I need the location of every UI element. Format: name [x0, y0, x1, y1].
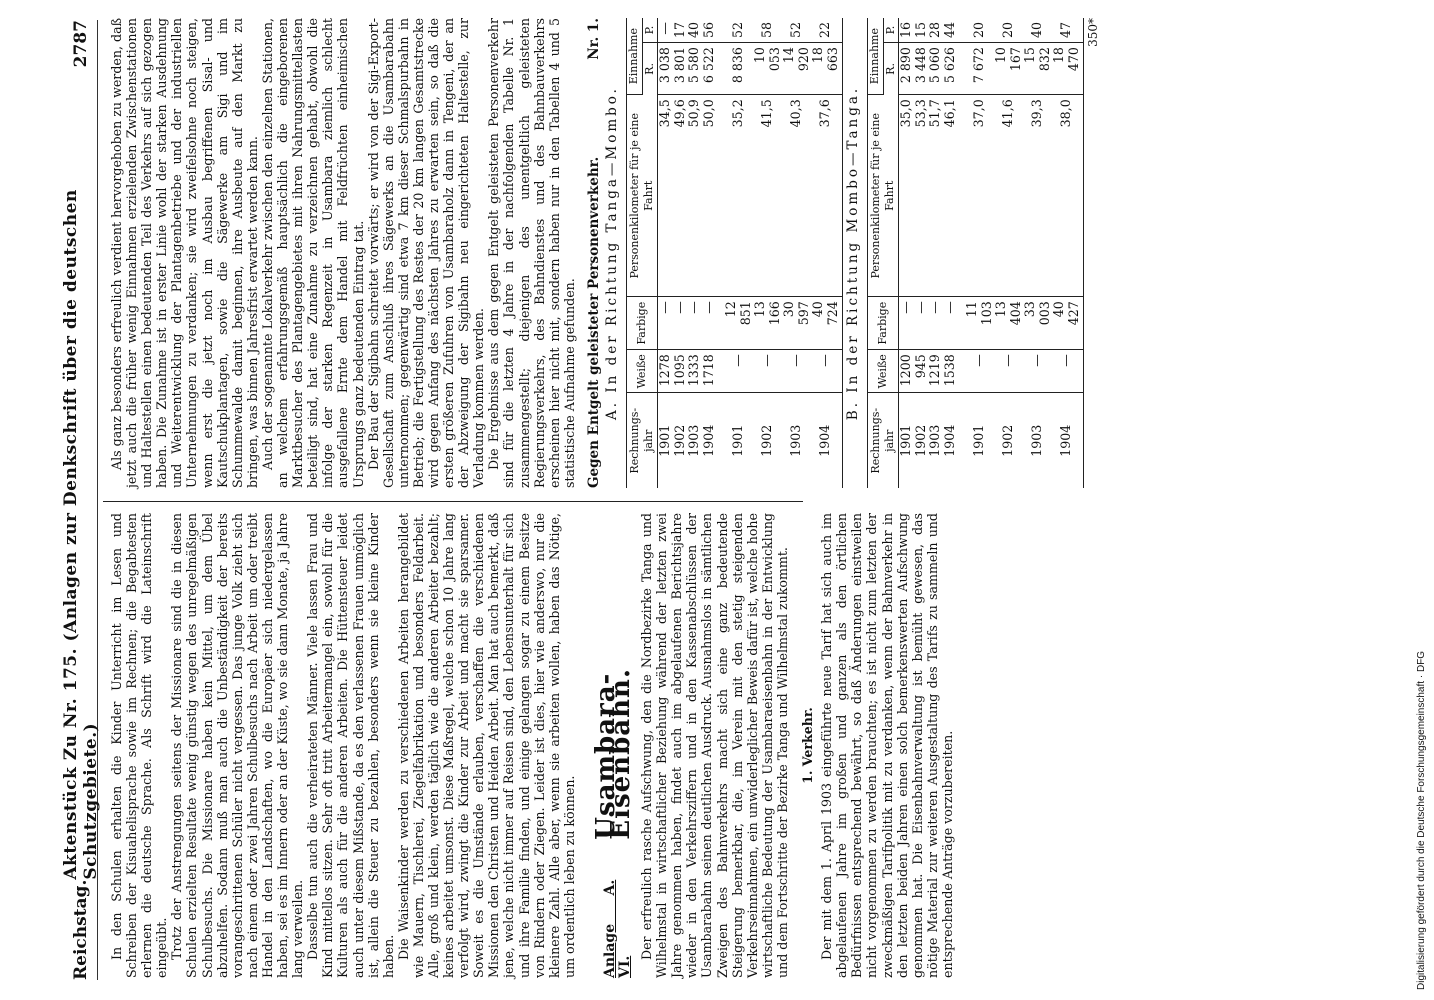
cell-white: —	[994, 350, 1023, 393]
cell-r: 3 038	[658, 43, 673, 95]
cell-p: 40	[1023, 18, 1052, 43]
cell-pkm: 49,6	[673, 95, 688, 297]
header-left: Reichstag.	[71, 879, 91, 980]
cell-pkm: 41,5	[753, 95, 782, 297]
col-pesa: P.	[883, 18, 899, 43]
cell-colored: —	[687, 297, 702, 350]
col-income: Einnahme	[627, 18, 642, 95]
cell-year: 1903	[1029, 424, 1045, 457]
cell-r: 7 672	[957, 43, 994, 95]
cell-p: 15	[914, 18, 929, 43]
table-row	[687, 18, 702, 488]
cell-p: 28	[928, 18, 943, 43]
cell-p: 20	[994, 18, 1023, 43]
cell-white: —	[811, 350, 842, 393]
col-rupees: R.	[883, 43, 899, 95]
left-column	[109, 513, 955, 978]
cell-white: 1538	[943, 350, 958, 393]
table-a	[626, 18, 843, 488]
cell-r: 10 167	[994, 43, 1023, 95]
cell-p: 17	[673, 18, 688, 43]
signature-mark: 350*	[1086, 18, 1101, 47]
cell-year: 1904	[941, 424, 957, 457]
cell-p: 47	[1052, 18, 1083, 43]
cell-p: 44	[943, 18, 958, 43]
col-rupees: R.	[642, 43, 658, 95]
table-section-a-title: A. In der Richtung Tanga—Mombo.	[604, 86, 620, 420]
paragraph: Der erfreulich rasche Aufschwung, den die Nordbezirke Tanga und Wilhelmstal in wirtschaftlicher Beziehung während der letzten zwei Jahre genommen haben, findet auch im abgelaufenen Berichtsjahre wieder in den Verkehrsziffern und in den Kassenabschlüssen der Usambarabahn seinen deutlichen Ausdruck. Ausnahmslos in sämtlichen Zweigen des Bahnverkehrs macht sich eine ganz bedeutende Steigerung bemerkbar, die, im Verein mit den stetig steigenden Verkehrseinnahmen, ein unwiderleglicher Beweis dafür ist, welche hohe wirtschaftliche Bedeutung der Usambaraeisenbahn in der Entwicklung und dem Fortschritte der Bezirke Tanga und Wilhelmstal zukommt.	[639, 513, 790, 978]
paragraph: Trotz der Anstrengungen seitens der Missionare sind die in diesen Schulen erzielten Resultate wenig günstig wegen des unregelmäßigen Schulbesuchs. Die Missionare haben kein Mittel, um dem Übel abzuhelfen. Sodann muß man auch die Unbeständigkeit der bereits vorangeschrittenen Schüler nicht vergessen. Das junge Volk zieht sich nach einem oder zwei Jahren Schulbesuchs nach Arbeit um oder treibt Handel in den Landschaften, wo die Europäer sich niedergelassen haben, sei es im Innern oder an der Küste, wo sie dann Monate, ja Jahre lang verweilen.	[169, 513, 306, 978]
section-heading	[590, 513, 636, 978]
section-title: Usambara-Eisenbahn.	[590, 668, 636, 840]
cell-year: 1902	[1000, 424, 1016, 457]
cell-r: 10 053	[753, 43, 782, 95]
cell-pkm: 39,3	[1023, 95, 1052, 297]
cell-r: 8 836	[716, 43, 753, 95]
table-row	[943, 18, 958, 488]
col-pesa: P.	[642, 18, 658, 43]
cell-pkm: 51,7	[928, 95, 943, 297]
cell-colored: —	[899, 297, 914, 350]
paragraph: In den Schulen erhalten die Kinder Unterricht im Lesen und Schreiben der Kisuahelisprache sowie im Rechnen; die Begabtesten erlernen die deutsche Sprache. Als Schrift wird die Lateinschrift eingeübt.	[109, 513, 170, 978]
cell-r: 14 920	[782, 43, 811, 95]
cell-r: 15 832	[1023, 43, 1052, 95]
col-white: Weiße	[627, 350, 658, 393]
table-row	[957, 18, 994, 488]
table-b	[867, 18, 1084, 488]
cell-pkm: 50,0	[702, 95, 717, 297]
cell-pkm: 50,9	[687, 95, 702, 297]
cell-r: 3 448	[914, 43, 929, 95]
paragraph: Dasselbe tun auch die verheirateten Männer. Viele lassen Frau und Kind mittellos sitzen. Sehr oft tritt Arbeitermangel ein, sowohl für die Kulturen als auch für die anderen Arbeiten. Die Hüttensteuer leidet auch unter diesem Mißstande, da es den verlassenen Frauen unmöglich ist, allein die Steuer zu bezahlen, besonders wenn sie kleine Kinder haben.	[305, 513, 396, 978]
table-row	[994, 18, 1023, 488]
cell-colored: —	[702, 297, 717, 350]
subsection-title: 1. Verkehr.	[800, 707, 816, 784]
table-row	[899, 18, 914, 488]
table-row	[1052, 18, 1083, 488]
cell-p: 16	[899, 18, 914, 43]
cell-pkm: 35,2	[716, 95, 753, 297]
cell-colored: —	[914, 297, 929, 350]
cell-white: 1333	[687, 350, 702, 393]
cell-r: 3 801	[673, 43, 688, 95]
cell-year: 1903	[927, 424, 943, 457]
cell-p: 22	[811, 18, 842, 43]
table-row	[1023, 18, 1052, 488]
cell-year: 1902	[759, 424, 775, 457]
cell-year: 1903	[788, 424, 804, 457]
cell-white: 1718	[702, 350, 717, 393]
cell-colored: —	[658, 297, 673, 350]
cell-year: 1901	[971, 424, 987, 457]
cell-colored: 30 597	[782, 297, 811, 350]
cell-pkm: 46,1	[943, 95, 958, 297]
cell-pkm: 41,6	[994, 95, 1023, 297]
cell-colored: 40 427	[1052, 297, 1083, 350]
cell-year: 1904	[700, 424, 716, 457]
cell-colored: 13 404	[994, 297, 1023, 350]
table-b-body	[899, 18, 1084, 488]
col-year: Rechnungs-jahr	[627, 393, 658, 488]
paragraph: Auch der sogenannte Lokalverkehr zwischen den einzelnen Stationen, an welchem erfahrungsgemäß hauptsächlich die eingeborenen Marktbesucher des Plantagengebietes mit ihren Nahrungsmittellasten beteiligt sind, hat eine Zunahme zu verzeichnen gehabt, obwohl die infolge der starken Regenzeit in Usambara ziemlich schlecht ausgefallene Ernte dem Handel mit Feldfrüchten einheimischen Ursprungs ganz bedeutenden Eintrag tat.	[259, 18, 366, 488]
header-title: Aktenstück Zu Nr. 175. (Anlagen zur Denkschrift über die deutschen Schutzgebiete.)	[61, 189, 101, 880]
table-row	[811, 18, 842, 488]
cell-colored: 33 003	[1023, 297, 1052, 350]
cell-p: 20	[957, 18, 994, 43]
cell-white: —	[957, 350, 994, 393]
paragraph: Der Bau der Sigibahn schreitet vorwärts; er wird von der Sigi-Export-Gesellschaft zum Anschluß ihres Sägewerks an die Usambarabahn unternommen; gegenwärtig sind etwa 7 km dieser Schmalspurbahn in Betrieb; die Fertigstellung des Restes der 20 km langen Gesamtstrecke wird gegen Anfang des nächsten Jahres zu erwarten sein, so daß die ersten größeren Zufuhren von Usambaraholz dann in Tengeni, der an der Abzweigung der Sigibahn neu eingerichteten Haltestelle, zur Verladung kommen werden.	[365, 18, 487, 488]
col-white: Weiße	[868, 350, 899, 393]
table-title: Gegen Entgelt geleisteter Personenverkehr.	[585, 156, 602, 488]
cell-white: 1219	[928, 350, 943, 393]
cell-year: 1902	[671, 424, 687, 457]
cell-colored: —	[943, 297, 958, 350]
digitization-note	[1416, 10, 1430, 990]
cell-pkm: 37,0	[957, 95, 994, 297]
cell-pkm: 37,6	[811, 95, 842, 297]
column-divider	[103, 501, 803, 502]
cell-colored: 13 166	[753, 297, 782, 350]
cell-colored: 40 724	[811, 297, 842, 350]
table-heading	[587, 18, 602, 488]
table-row	[928, 18, 943, 488]
paragraph: Die Waisenkinder werden zu verschiedenen Arbeiten herangebildet wie Mauern, Tischlerei, Ziegelfabrikation und besonders Feldarbeit. Alle, groß und klein, werden täglich wie die anderen Arbeiter bezahlt; keines arbeitet umsonst. Diese Maßregel, welche schon 10 Jahre lang verfolgt wird, zwingt die Kinder zur Arbeit und macht sie sparsamer. Soweit es die Umstände erlauben, verschaffen die verschiedenen Missionen den Christen und Heiden Arbeit. Man hat auch bemerkt, daß jene, welche nicht immer auf Reisen sind, den Lebensunterhalt für sich und ihre Familie finden, und einige gelangen sogar zu einem Besitze von Rindern oder Ziegen. Leider ist dies, hier wie anderswo, nur die kleinere Zahl. Alle aber, wenn sie arbeiten wollen, haben das Nötige, um ordentlich leben zu können.	[395, 513, 577, 978]
digitization-text: Digitalisierung gefördert durch die Deutsche Forschungsgemeinschaft · DFG	[1416, 650, 1427, 990]
cell-r: 5 580	[687, 43, 702, 95]
cell-r: 5 626	[943, 43, 958, 95]
table-section-b-title: B. In der Richtung Mombo—Tanga.	[845, 85, 862, 421]
cell-year: 1901	[898, 424, 914, 457]
cell-p: —	[658, 18, 673, 43]
cell-p: 52	[782, 18, 811, 43]
cell-r: 5 060	[928, 43, 943, 95]
section-label: Anlage A. VI.	[601, 879, 633, 978]
cell-pkm: 38,0	[1052, 95, 1083, 297]
cell-pkm: 34,5	[658, 95, 673, 297]
right-column	[109, 18, 1101, 488]
cell-white: 945	[914, 350, 929, 393]
cell-year: 1902	[912, 424, 928, 457]
col-pkm: Personenkilometer für je eine Fahrt	[868, 95, 899, 297]
cell-colored: 12 851	[716, 297, 753, 350]
cell-year: 1903	[686, 424, 702, 457]
cell-white: —	[716, 350, 753, 393]
cell-white: —	[1023, 350, 1052, 393]
cell-p: 56	[702, 18, 717, 43]
col-income: Einnahme	[868, 18, 883, 95]
cell-pkm: 53,3	[914, 95, 929, 297]
cell-white: —	[753, 350, 782, 393]
table-row	[753, 18, 782, 488]
cell-r: 18 470	[1052, 43, 1083, 95]
table-row	[914, 18, 929, 488]
document-page	[61, 0, 1425, 1000]
cell-white: —	[1052, 350, 1083, 393]
cell-r: 2 890	[899, 43, 914, 95]
page-number: 2787	[71, 20, 91, 68]
cell-year: 1901	[730, 424, 746, 457]
paragraph: Als ganz besonders erfreulich verdient hervorgehoben zu werden, daß jetzt auch die früher wenig Einnahmen erzielenden Zwischenstationen und Haltestellen einen bedeutenden Teil des Verkehrs auf sich gezogen haben. Die Zunahme ist in erster Linie wohl der starken Ausdehnung und Weiterentwicklung der Plantagenbetriebe und der industriellen Unternehmungen zu verdanken; sie wird zweifelsohne noch steigen, wenn erst die jetzt noch im Ausbau begriffenen Sisal- und Kautschukplantagen, sowie die Sägewerke am Sigi und im Schummewalde damit beginnen, ihre Ausbeute auf den Markt zu bringen, was binnen Jahresfrist erwartet werden kann.	[109, 18, 260, 488]
paragraph: Der mit dem 1. April 1903 eingeführte neue Tarif hat sich auch im abgelaufenen Jahre im großen und ganzen als den örtlichen Bedürfnissen entsprechend bewährt, so daß Änderungen einstweilen nicht vorgenommen zu werden brauchten; es ist nicht zum letzten der zweckmäßigen Tarifpolitik mit zu verdanken, wenn der Bahnverkehr in den letzten beiden Jahren einen solch bemerkenswerten Aufschwung genommen hat. Die Eisenbahnverwaltung ist bemüht gewesen, das nötige Material zur weiteren Ausgestaltung des Tarifs zu sammeln und entsprechende Anträge vorzubereiten.	[819, 513, 955, 978]
cell-white: 1200	[899, 350, 914, 393]
cell-pkm: 35,0	[899, 95, 914, 297]
cell-p: 52	[716, 18, 753, 43]
table-a-body	[658, 18, 843, 488]
cell-p: 40	[687, 18, 702, 43]
cell-r: 18 663	[811, 43, 842, 95]
cell-pkm: 40,3	[782, 95, 811, 297]
cell-year: 1904	[1058, 424, 1074, 457]
cell-colored: —	[928, 297, 943, 350]
cell-white: —	[782, 350, 811, 393]
cell-colored: 11 103	[957, 297, 994, 350]
col-colored: Farbige	[868, 297, 899, 350]
cell-white: 1278	[658, 350, 673, 393]
cell-year: 1904	[817, 424, 833, 457]
col-colored: Farbige	[627, 297, 658, 350]
table-row	[658, 18, 673, 488]
table-row	[782, 18, 811, 488]
cell-r: 6 522	[702, 43, 717, 95]
table-number: Nr. 1.	[585, 18, 602, 60]
cell-p: 58	[753, 18, 782, 43]
table-row	[716, 18, 753, 488]
table-row	[673, 18, 688, 488]
col-year: Rechnungs-jahr	[868, 393, 899, 488]
paragraph: Die Ergebnisse aus dem gegen Entgelt geleisteten Personenverkehr sind für die letzten 4 Jahre in der nachfolgenden Tabelle Nr. 1 zusammengestellt; diejenigen des unentgeltlich geleisteten Regierungsverkehrs, des Bahndienstes und des Bahnbauverkehrs erscheinen hier nicht mit, sondern haben nur in den Tabellen 4 und 5 statistische Aufnahme gefunden.	[486, 18, 577, 488]
cell-colored: —	[673, 297, 688, 350]
col-pkm: Personenkilometer für je eine Fahrt	[627, 95, 658, 297]
cell-white: 1095	[673, 350, 688, 393]
rotated-page	[61, 0, 1425, 1000]
cell-year: 1901	[657, 424, 673, 457]
page-header	[61, 20, 101, 980]
table-row	[702, 18, 717, 488]
